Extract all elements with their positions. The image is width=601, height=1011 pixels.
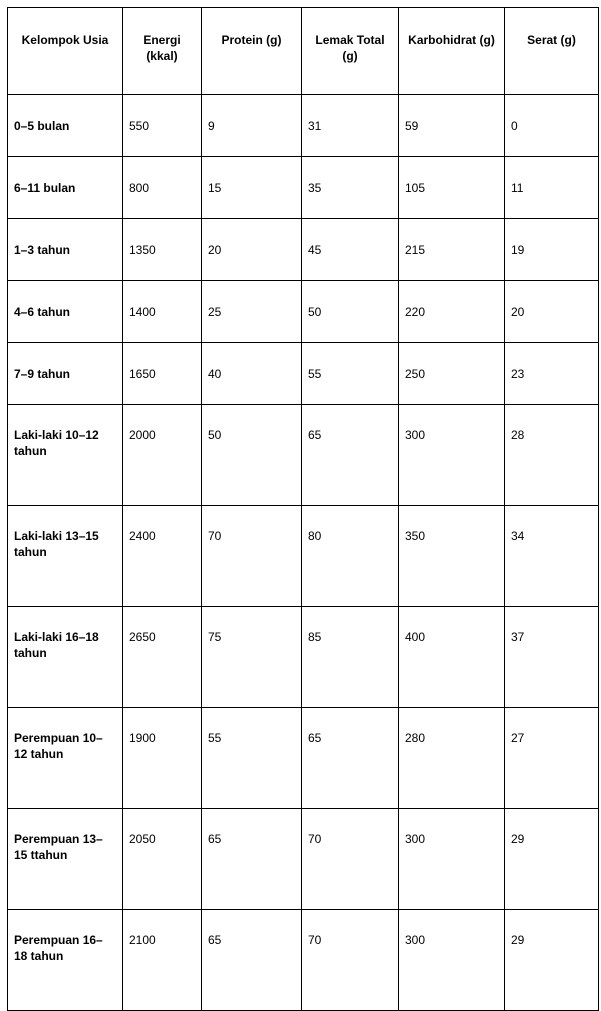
cell-energy: 2050 xyxy=(123,809,202,910)
table-header xyxy=(8,8,599,95)
cell-fiber: 23 xyxy=(505,343,599,405)
cell-fiber: 29 xyxy=(505,809,599,910)
cell-age-group: 7–9 tahun xyxy=(8,343,123,405)
cell-carbohydrate: 105 xyxy=(399,157,505,219)
table-row xyxy=(8,343,599,405)
cell-total-fat: 31 xyxy=(302,95,399,157)
cell-carbohydrate: 59 xyxy=(399,95,505,157)
cell-carbohydrate: 350 xyxy=(399,506,505,607)
cell-age-group: Perempuan 10–12 tahun xyxy=(8,708,123,809)
cell-age-group: Laki-laki 10–12 tahun xyxy=(8,405,123,506)
table-row xyxy=(8,708,599,809)
cell-carbohydrate: 300 xyxy=(399,405,505,506)
cell-energy: 2100 xyxy=(123,910,202,1011)
table-row xyxy=(8,95,599,157)
cell-total-fat: 35 xyxy=(302,157,399,219)
cell-protein: 55 xyxy=(202,708,302,809)
cell-protein: 65 xyxy=(202,910,302,1011)
table-row xyxy=(8,809,599,910)
cell-fiber: 28 xyxy=(505,405,599,506)
cell-fiber: 37 xyxy=(505,607,599,708)
cell-total-fat: 80 xyxy=(302,506,399,607)
cell-protein: 65 xyxy=(202,809,302,910)
cell-carbohydrate: 400 xyxy=(399,607,505,708)
cell-energy: 550 xyxy=(123,95,202,157)
header-protein: Protein (g) xyxy=(202,8,302,95)
table-body xyxy=(8,95,599,1011)
cell-energy: 800 xyxy=(123,157,202,219)
cell-protein: 25 xyxy=(202,281,302,343)
cell-age-group: 0–5 bulan xyxy=(8,95,123,157)
cell-protein: 20 xyxy=(202,219,302,281)
cell-carbohydrate: 280 xyxy=(399,708,505,809)
cell-energy: 2650 xyxy=(123,607,202,708)
cell-fiber: 11 xyxy=(505,157,599,219)
cell-total-fat: 70 xyxy=(302,910,399,1011)
cell-energy: 1350 xyxy=(123,219,202,281)
cell-age-group: Perempuan 16–18 tahun xyxy=(8,910,123,1011)
cell-protein: 40 xyxy=(202,343,302,405)
cell-total-fat: 65 xyxy=(302,405,399,506)
cell-protein: 15 xyxy=(202,157,302,219)
cell-age-group: Perempuan 13–15 ttahun xyxy=(8,809,123,910)
cell-fiber: 34 xyxy=(505,506,599,607)
cell-fiber: 19 xyxy=(505,219,599,281)
cell-fiber: 0 xyxy=(505,95,599,157)
cell-energy: 1650 xyxy=(123,343,202,405)
cell-fiber: 29 xyxy=(505,910,599,1011)
cell-carbohydrate: 250 xyxy=(399,343,505,405)
table-row xyxy=(8,281,599,343)
cell-energy: 2000 xyxy=(123,405,202,506)
cell-energy: 2400 xyxy=(123,506,202,607)
cell-total-fat: 70 xyxy=(302,809,399,910)
cell-total-fat: 50 xyxy=(302,281,399,343)
header-row xyxy=(8,8,599,95)
cell-age-group: Laki-laki 13–15 tahun xyxy=(8,506,123,607)
cell-protein: 70 xyxy=(202,506,302,607)
cell-age-group: 1–3 tahun xyxy=(8,219,123,281)
header-carbohydrate: Karbohidrat (g) xyxy=(399,8,505,95)
table-row xyxy=(8,506,599,607)
cell-fiber: 20 xyxy=(505,281,599,343)
cell-carbohydrate: 300 xyxy=(399,910,505,1011)
cell-protein: 9 xyxy=(202,95,302,157)
cell-age-group: 6–11 bulan xyxy=(8,157,123,219)
table-row xyxy=(8,405,599,506)
cell-total-fat: 45 xyxy=(302,219,399,281)
nutrition-table xyxy=(7,7,599,1011)
cell-total-fat: 65 xyxy=(302,708,399,809)
header-age-group: Kelompok Usia xyxy=(8,8,123,95)
cell-age-group: Laki-laki 16–18 tahun xyxy=(8,607,123,708)
cell-energy: 1400 xyxy=(123,281,202,343)
cell-carbohydrate: 300 xyxy=(399,809,505,910)
header-total-fat: Lemak Total (g) xyxy=(302,8,399,95)
table-row xyxy=(8,219,599,281)
cell-age-group: 4–6 tahun xyxy=(8,281,123,343)
header-energy: Energi (kkal) xyxy=(123,8,202,95)
cell-energy: 1900 xyxy=(123,708,202,809)
cell-protein: 50 xyxy=(202,405,302,506)
cell-carbohydrate: 220 xyxy=(399,281,505,343)
table-row xyxy=(8,910,599,1011)
cell-total-fat: 55 xyxy=(302,343,399,405)
table-row xyxy=(8,157,599,219)
cell-fiber: 27 xyxy=(505,708,599,809)
cell-total-fat: 85 xyxy=(302,607,399,708)
cell-protein: 75 xyxy=(202,607,302,708)
header-fiber: Serat (g) xyxy=(505,8,599,95)
table-row xyxy=(8,607,599,708)
cell-carbohydrate: 215 xyxy=(399,219,505,281)
